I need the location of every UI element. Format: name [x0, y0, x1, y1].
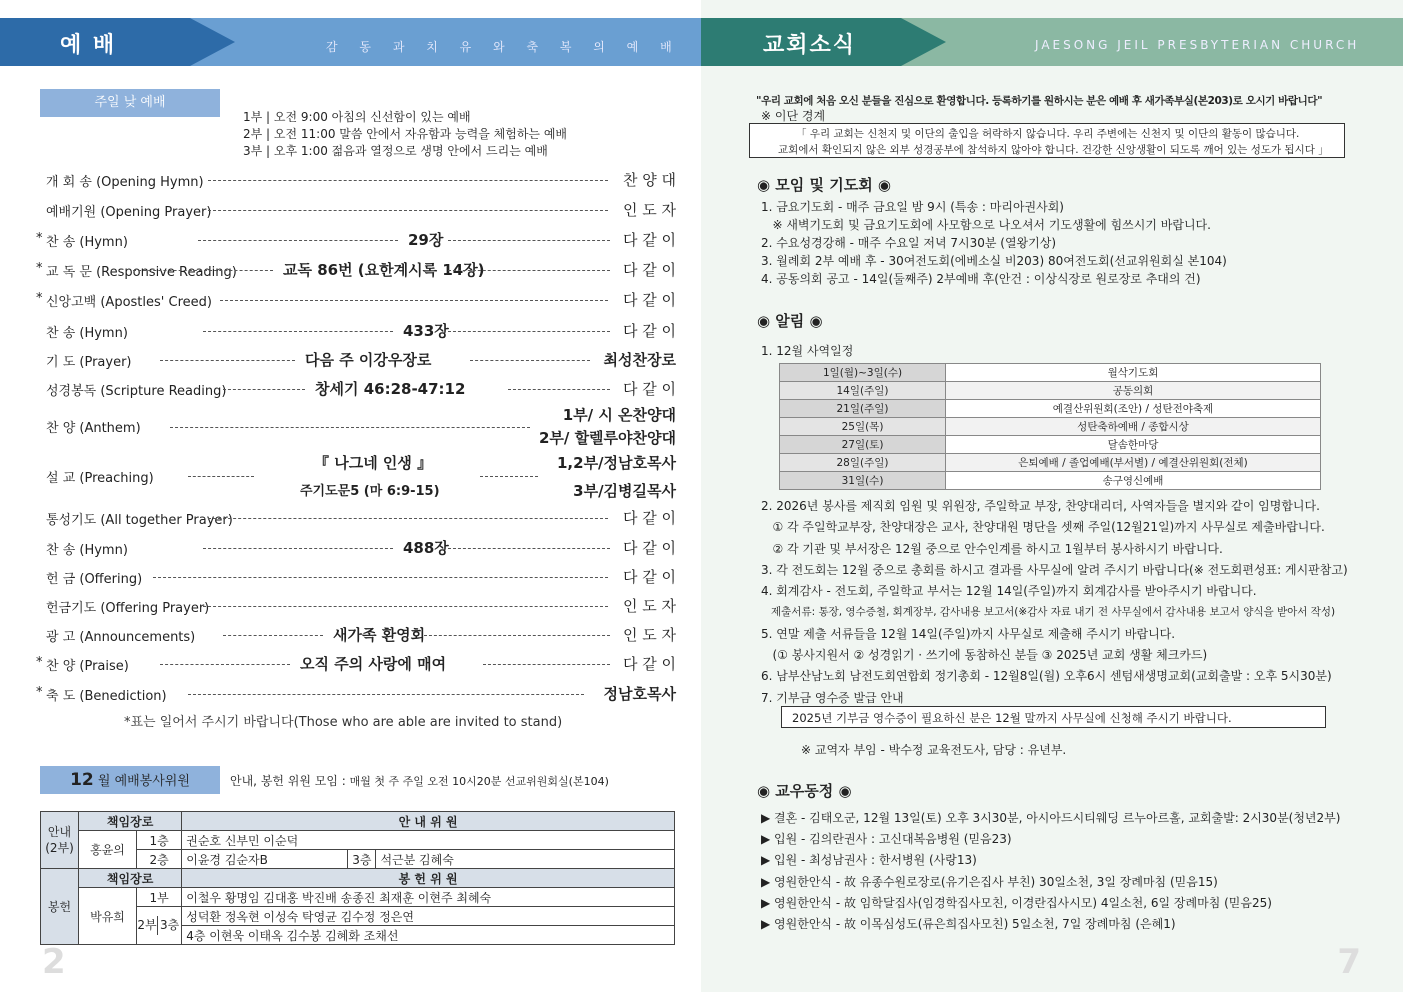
stand-mark: * — [36, 685, 43, 700]
order-label: 교 독 문 (Responsive Reading) — [46, 265, 237, 280]
part-2-floor-3-names: 성덕환 정옥현 이성숙 탁영균 김수정 정은연 — [182, 907, 675, 926]
order-label: 신앙고백 (Apostles' Creed) — [46, 295, 212, 310]
order-leader: 다 같 이 — [622, 261, 676, 279]
meeting-detail: 매월 첫 주 주일 오전 10시20분 선교위원회실(본104) — [349, 775, 609, 788]
schedule-date: 25일(목) — [780, 418, 946, 436]
guide-header: 안 내 위 원 — [182, 812, 675, 831]
volunteer-month: 12 — [70, 770, 94, 790]
meetings-list — [761, 198, 1227, 288]
notice-2a: ① 각 주일학교부장, 찬양대장은 교사, 찬양대원 명단을 셋째 주일(12월21일)까지 사무실로 제출바랍니다. — [761, 520, 1325, 535]
schedule-event: 월삭기도회 — [946, 364, 1321, 382]
volunteer-table — [40, 811, 675, 945]
stand-mark: * — [36, 261, 43, 276]
order-row-anthem — [38, 404, 678, 450]
order-row — [38, 536, 678, 560]
order-content: 오직 주의 사랑에 매여 — [300, 655, 447, 673]
order-label: 헌금기도 (Offering Prayer) — [46, 601, 210, 616]
sermon-title: 『 나그네 인생 』 — [314, 454, 433, 472]
order-leader: 다 같 이 — [622, 231, 676, 249]
order-label: 설 교 (Preaching) — [46, 471, 154, 486]
part-2: 2부 — [137, 918, 157, 932]
schedule-event: 송구영신예배 — [946, 472, 1321, 490]
order-leader: 다 같 이 — [622, 539, 676, 557]
order-row — [38, 168, 678, 192]
news-header — [701, 18, 1403, 66]
schedule-row — [780, 382, 1321, 400]
volunteer-meeting — [230, 772, 609, 789]
part-2-floor-4-names: 이현욱 이태옥 김수봉 김혜화 조채선 — [209, 928, 399, 943]
notice-1: 1. 12월 사역일정 — [761, 344, 854, 358]
heresy-title: ※ 이단 경계 — [761, 109, 826, 123]
meeting-label: 안내, 봉헌 위원 모임 : — [230, 774, 350, 788]
order-leader: 다 같 이 — [622, 568, 676, 586]
schedule-event: 공동의회 — [946, 382, 1321, 400]
stand-note: *표는 일어서 주시기 바랍니다(Those who are able are invited to stand) — [124, 715, 563, 730]
order-label: 찬 송 (Hymn) — [46, 543, 128, 558]
news-item: ▶ 입원 - 김의란권사 : 고신대복음병원 (믿음23) — [761, 832, 1012, 847]
preacher-1: 1,2부/정남호목사 — [557, 454, 676, 472]
schedule-row — [780, 436, 1321, 454]
part-2-floor-4: 4층 — [186, 928, 206, 943]
order-row — [38, 565, 678, 589]
order-content: 29장 — [408, 231, 444, 249]
news-title: 교회소식 — [763, 33, 857, 58]
page-number-right: 7 — [1337, 942, 1361, 982]
meet-item: ※ 새벽기도회 및 금요기도회에 사모함으로 나오셔서 기도생활에 힘쓰시기 바랍니다. — [761, 218, 1211, 232]
part-2-floor-3: 3층 — [157, 916, 181, 935]
notice-5: 5. 연말 제출 서류들을 12월 14일(주일)까지 사무실로 제출해 주시기 바랍니다. — [761, 626, 1176, 641]
notice-2: 2. 2026년 봉사를 제직회 임원 및 위원장, 주일학교 부장, 찬양대리더, 사역자들을 별지와 같이 임명합니다. — [761, 499, 1320, 513]
schedule-date: 28일(주일) — [780, 454, 946, 472]
order-label: 광 고 (Announcements) — [46, 630, 196, 645]
right-page — [701, 0, 1403, 992]
notice-6: 6. 남부산남노회 남전도회연합회 정기총회 - 12월8일(월) 오후6시 센텀새생명교회(교회출발 : 오후 5시30분) — [761, 669, 1332, 684]
notice-list — [761, 496, 1348, 709]
order-leader: 다 같 이 — [622, 380, 676, 398]
schedule-date: 27일(토) — [780, 436, 946, 454]
heresy-line1: 「 우리 교회는 신천지 및 이단의 출입을 허락하지 않습니다. 우리 주변에는 신천지 및 이단의 활동이 많습니다. — [796, 128, 1300, 140]
order-row — [38, 198, 678, 222]
order-label: 찬 양 (Praise) — [46, 659, 129, 674]
schedule-date: 14일(주일) — [780, 382, 946, 400]
news-item: ▶ 영원한안식 - 故 임학달집사(임경학집사모친, 이경란집사시모) 4일소천, 6일 장례마침 (믿음25) — [761, 895, 1272, 910]
anthem-line1: 1부/ 시 온찬양대 — [562, 406, 676, 424]
order-row — [38, 228, 678, 252]
news-item: ▶ 영원한안식 - 故 이목심성도(류은희집사모친) 5일소천, 7일 장례마침 (은혜1) — [761, 917, 1176, 932]
news-item: ▶ 결혼 - 김태오군, 12월 13일(토) 오후 3시30분, 아시아드시티웨딩 르누아르홀, 교회출발: 2시30분(청년2부) — [761, 811, 1341, 825]
order-row — [38, 623, 678, 647]
order-label: 헌 금 (Offering) — [46, 572, 143, 587]
schedule-date: 1일(월)~3일(수) — [780, 364, 946, 382]
order-label: 찬 송 (Hymn) — [46, 235, 128, 250]
order-label: 성경봉독 (Scripture Reading) — [46, 384, 227, 399]
notice-7: 7. 기부금 영수증 발급 안내 — [761, 690, 904, 705]
order-leader: 다 같 이 — [622, 291, 676, 309]
offer-elder-header: 책임장로 — [79, 869, 182, 888]
order-row — [38, 506, 678, 530]
order-label: 찬 양 (Anthem) — [46, 421, 141, 436]
order-content: 488장 — [403, 539, 449, 557]
order-row — [38, 288, 678, 312]
order-label: 통성기도 (All together Prayer) — [46, 513, 233, 528]
order-leader: 다 같 이 — [622, 509, 676, 527]
schedule-date: 21일(주일) — [780, 400, 946, 418]
page-number-left: 2 — [42, 942, 66, 982]
service-1: 1부 | 오전 9:00 아침의 신선함이 있는 예배 — [243, 110, 471, 124]
order-content: 창세기 46:28-47:12 — [315, 380, 466, 398]
order-content: 새가족 환영회 — [333, 626, 426, 644]
floor-3: 3층 — [348, 850, 376, 869]
schedule-date: 31일(수) — [780, 472, 946, 490]
meet-item: 4. 공동의회 공고 - 14일(둘째주) 2부예배 후(안건 : 이상식장로 원로장로 추대의 건) — [761, 272, 1201, 286]
offer-header: 봉 헌 위 원 — [182, 869, 675, 888]
order-label: 예배기원 (Opening Prayer) — [46, 205, 212, 220]
order-leader: 인 도 자 — [622, 626, 676, 644]
order-leader: 최성찬장로 — [603, 351, 676, 369]
order-row — [38, 377, 678, 401]
floor-2: 2층 — [137, 850, 182, 869]
service-times — [243, 109, 567, 160]
service-2: 2부 | 오전 11:00 말씀 안에서 자유함과 능력을 체험하는 예배 — [243, 127, 568, 141]
guide-elder-header: 책임장로 — [79, 812, 182, 831]
order-label: 개 회 송 (Opening Hymn) — [46, 175, 204, 190]
floor-3-names: 석근분 김혜숙 — [376, 850, 675, 869]
order-row-preaching — [38, 452, 678, 502]
notice-5a: (① 봉사지원서 ② 성경읽기 · 쓰기에 동참하신 분들 ③ 2025년 교회 생활 체크카드) — [761, 648, 1208, 663]
notice-3: 3. 각 전도회는 12월 중으로 총회를 하시고 결과를 사무실에 알려 주시기 바랍니다(※ 전도회편성표: 게시판참고) — [761, 562, 1348, 577]
meet-item: 3. 월례회 2부 예배 후 - 30여전도회(에베소실 비203) 80여전도회(선교위원회실 본104) — [761, 254, 1227, 268]
notice-4: 4. 회계감사 - 전도회, 주일학교 부서는 12월 14일(주일)까지 회계감사를 받아주시기 바랍니다. — [761, 584, 1257, 599]
order-leader: 정남호목사 — [603, 685, 676, 703]
schedule-row — [780, 400, 1321, 418]
donation-box — [781, 706, 1326, 728]
order-label: 축 도 (Benediction) — [46, 689, 167, 704]
order-leader: 다 같 이 — [622, 655, 676, 673]
notice-2b: ② 각 기관 및 부서장은 12월 중으로 안수인계를 하시고 1월부터 봉사하시기 바랍니다. — [761, 541, 1223, 556]
stand-mark: * — [36, 655, 43, 670]
heresy-box — [749, 123, 1345, 158]
schedule-row — [780, 472, 1321, 490]
order-content: 433장 — [403, 322, 449, 340]
notice-heading: ◉ 알림 ◉ — [757, 312, 823, 330]
order-row — [38, 652, 678, 676]
schedule-row — [780, 364, 1321, 382]
news-item: ▶ 입원 - 최성남권사 : 한서병원 (사랑13) — [761, 853, 977, 868]
schedule-row — [780, 418, 1321, 436]
part-2-floor-4-row — [182, 926, 675, 945]
part-1: 1부 — [137, 888, 182, 907]
schedule-table — [779, 363, 1321, 490]
schedule-event: 은퇴예배 / 졸업예배(부서별) / 예결산위원회(전체) — [946, 454, 1321, 472]
stand-mark: * — [36, 291, 43, 306]
service-tag: 주일 낮 예배 — [40, 89, 220, 117]
order-row — [38, 319, 678, 343]
offer-elder: 박유희 — [79, 888, 137, 945]
worship-subtitle: 감 동 과 치 유 와 축 복 의 예 배 — [326, 40, 681, 54]
floor-1-names: 권순호 신부민 이순덕 — [182, 831, 675, 850]
order-row — [38, 682, 678, 706]
order-row — [38, 258, 678, 282]
order-leader: 인 도 자 — [622, 201, 676, 219]
preacher-2: 3부/김병길목사 — [573, 482, 676, 500]
left-page — [0, 0, 701, 992]
guide-elder: 홍윤의 — [79, 831, 137, 869]
guide-group: 안내 (2부) — [41, 812, 79, 869]
floor-1: 1층 — [137, 831, 182, 850]
meetings-heading: ◉ 모임 및 기도회 ◉ — [757, 176, 892, 194]
schedule-event: 예결산위원회(조안) / 성탄전야축제 — [946, 400, 1321, 418]
order-leader: 다 같 이 — [622, 322, 676, 340]
volunteer-tag-text: 월 예배봉사위원 — [97, 774, 190, 789]
service-3: 3부 | 오후 1:00 젊음과 열정으로 생명 안에서 드리는 예배 — [243, 144, 548, 158]
schedule-event: 달솜한마당 — [946, 436, 1321, 454]
worship-title: 예 배 — [60, 33, 117, 58]
order-leader: 인 도 자 — [622, 597, 676, 615]
order-content: 다음 주 이강우장로 — [305, 351, 432, 369]
meet-item: 2. 수요성경강해 - 매주 수요일 저녁 7시30분 (열왕기상) — [761, 236, 1056, 250]
schedule-event: 성탄축하예배 / 종합시상 — [946, 418, 1321, 436]
part-1-names: 이철우 황명임 김대홍 박진배 송종진 최재훈 이현주 최혜숙 — [182, 888, 675, 907]
part-2-cell — [137, 907, 182, 945]
stand-mark: * — [36, 231, 43, 246]
offer-group: 봉헌 — [41, 869, 79, 945]
news-item: ▶ 영원한안식 - 故 유종수원로장로(유기은집사 부친) 30일소천, 3일 장례마침 (믿음15) — [761, 874, 1218, 889]
schedule-row — [780, 454, 1321, 472]
meet-item: 1. 금요기도회 - 매주 금요일 밤 9시 (특송 : 마리아권사회) — [761, 200, 1064, 214]
anthem-line2: 2부/ 할렐루야찬양대 — [538, 429, 676, 447]
order-leader: 찬 양 대 — [622, 171, 676, 189]
staff-notice: ※ 교역자 부임 - 박수정 교육전도사, 담당 : 유년부. — [801, 743, 1067, 757]
donation-text: 2025년 기부금 영수증이 필요하신 분은 12월 말까지 사무실에 신청해 주시기 바랍니다. — [792, 711, 1232, 725]
notice-4a: 제출서류: 통장, 영수증철, 회계장부, 감사내용 보고서(※감사 자료 내기 전 사무실에서 감사내용 보고서 양식을 받아서 작성) — [761, 606, 1336, 619]
order-row — [38, 348, 678, 372]
member-news-heading: ◉ 교우동정 ◉ — [757, 782, 852, 800]
floor-2-names: 이윤경 김순자B — [182, 850, 348, 869]
heresy-line2: 교회에서 확인되지 않은 외부 성경공부에 참석하지 않아야 합니다. 건강한 신앙생활이 되도록 깨어 있는 성도가 됩시다 」 — [778, 144, 1329, 156]
member-news-list — [761, 808, 1340, 935]
welcome-text: "우리 교회에 처음 오신 분들을 진심으로 환영합니다. 등록하기를 원하시는 분은 예배 후 새가족부실(본203)로 오시기 바랍니다" — [756, 95, 1323, 107]
order-label: 찬 송 (Hymn) — [46, 326, 128, 341]
order-content: 교독 86번 (요한계시록 14장) — [283, 261, 485, 279]
news-subtitle: JAESONG JEIL PRESBYTERIAN CHURCH — [1035, 38, 1360, 52]
order-row — [38, 594, 678, 618]
worship-header — [0, 18, 701, 66]
order-label: 기 도 (Prayer) — [46, 355, 132, 370]
sermon-text: 주기도문5 (마 6:9-15) — [300, 484, 440, 499]
volunteer-tag — [40, 766, 220, 794]
